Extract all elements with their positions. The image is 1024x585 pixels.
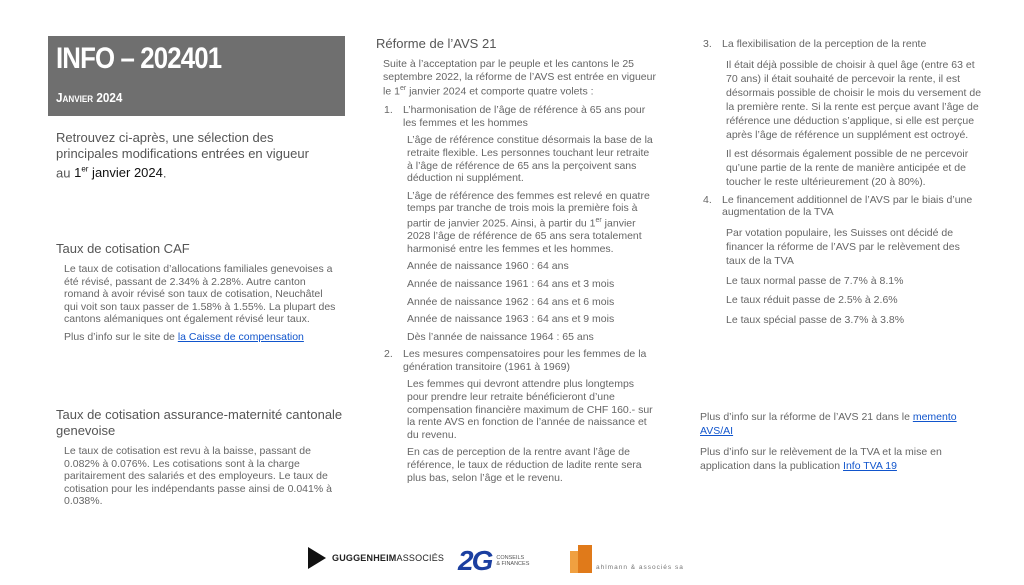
2g-wordmark: CONSEILS & FINANCES (496, 555, 530, 567)
intro-text: Retrouvez ci-après, une sélection des principales modifications entrées en vigueur au 1er janvier 2024. (56, 130, 309, 181)
memento-avs-link[interactable]: memento AVS/AI (700, 411, 957, 437)
item-body (403, 378, 656, 484)
item-paragraph: Il était déjà possible de choisir à quel âge (entre 63 et 70 ans) il était souhaité de percevoir la rente, il est désormais possible de choisir le mois du versement de la première rente. Si la rente est perçue avant l’âge de référence une déduction s’applique, si elle est perçue après l’âge de référence un supplément est octroyé. (726, 58, 982, 141)
item-number: 1. (384, 104, 393, 117)
more-info-tva: Plus d’info sur le relèvement de la TVA et la mise en application dans la publication Info TVA 19 (700, 446, 942, 472)
item-body (403, 134, 656, 343)
birth-year-row: Année de naissance 1961 : 64 ans et 3 mois (407, 277, 615, 290)
page-title: INFO – 202401 (56, 42, 222, 75)
item-heading: L’harmonisation de l’âge de référence à 65 ans pour les femmes et les hommes (403, 104, 646, 129)
item-paragraph: Les femmes qui devront attendre plus longtemps pour prendre leur retraite bénéficieront d’une compensation financière maximum de CHF 160.- sur la rente AVS en fonction de l’année de naissance et du revenu. (407, 378, 653, 441)
footer-logos (308, 545, 708, 575)
item-paragraph: Il est désormais également possible de ne percevoir qu’une partie de la rente de manière anticipée et de toucher le reste ultérieurement (20 à 80%). (726, 147, 969, 188)
caf-paragraph: Le taux de cotisation d’allocations familiales genevoises a été révisé, passant de 2.34% à 2.28%. Autre canton romand à avoir révisé son taux de cotisation, Neuchâtel qui voit son taux passer de 1.58% à 1.55%. La plupart des cantons alémaniques ont également révisé leur taux. (64, 263, 336, 326)
item-heading: La flexibilisation de la perception de la rente (722, 38, 927, 50)
avs-item-2 (376, 348, 656, 484)
more-info-avs: Plus d’info sur la réforme de l’AVS 21 dans le memento AVS/AI (700, 411, 957, 437)
item-number: 3. (703, 38, 712, 50)
item-heading: Le financement additionnel de l’AVS par le biais d’une augmentation de la TVA (722, 193, 973, 219)
item-paragraph: En cas de perception de la rentre avant l’âge de référence, le taux de réduction de ladite rente sera plus bas, selon l’âge et le revenu. (407, 446, 642, 484)
section-title-maternity: Taux de cotisation assurance-maternité cantonale genevoise (56, 407, 343, 438)
fahlmann-wordmark: ahlmann & associés sa (596, 564, 684, 571)
2g-logo (458, 545, 529, 577)
birth-year-row: Année de naissance 1963 : 64 ans et 9 mois (407, 313, 615, 326)
item-body (722, 58, 982, 189)
item-number: 4. (703, 193, 712, 206)
avs-list (376, 104, 656, 484)
avs-intro: Suite à l’acceptation par le peuple et les cantons le 25 septembre 2022, la réforme de l’AVS est entrée en vigueur le 1er janvier 2024 et comporte quatre volets : (383, 58, 656, 98)
guggenheim-logo (308, 547, 444, 569)
item-number: 2. (384, 348, 393, 361)
item-body (722, 226, 982, 327)
vat-rate-row: Le taux spécial passe de 3.7% à 3.8% (726, 313, 905, 326)
left-column (48, 36, 346, 508)
avs-item-3 (700, 38, 982, 189)
section-title-avs: Réforme de l’AVS 21 (376, 36, 497, 51)
2g-mark: 2G (458, 545, 492, 576)
vat-rate-row: Le taux normal passe de 7.7% à 8.1% (726, 274, 904, 287)
item-heading: Les mesures compensatoires pour les femmes de la génération transitoire (1961 à 1969) (403, 348, 647, 373)
play-triangle-icon (308, 547, 326, 569)
guggenheim-wordmark: GUGGENHEIMASSOCIÉS (332, 553, 445, 563)
f-mark-icon (570, 545, 592, 573)
vat-rate-row: Le taux réduit passe de 2.5% à 2.6% (726, 294, 898, 307)
info-tva-link[interactable]: Info TVA 19 (843, 460, 897, 472)
fahlmann-logo (570, 545, 684, 573)
section-maternity (56, 407, 346, 513)
section-caf (56, 241, 346, 349)
caf-more-info: Plus d’info sur le site de la Caisse de compensation (64, 330, 304, 343)
item-paragraph: L’âge de référence des femmes est relevé en quatre temps par tranche de trois mois la première fois à partir de janvier 2025. Ainsi, à partir du 1er janvier 2028 l’âge de référence de 65 ans sera totalement harmonisé entre les femmes et les hommes. (407, 189, 650, 255)
section-body-caf (56, 263, 338, 344)
maternity-paragraph: Le taux de cotisation est revu à la baisse, passant de 0.082% à 0.076%. Les cotisations sont à la charge paritairement des salariés et des employeurs. Le taux de cotisation pour les indépendants passe ainsi de 0.041% à 0.038%. (64, 445, 332, 508)
section-title-caf: Taux de cotisation CAF (56, 241, 190, 256)
more-info-block (700, 410, 980, 480)
birth-year-row: Dès l’année de naissance 1964 : 65 ans (407, 330, 594, 343)
page-subtitle: Janvier 2024 (56, 90, 123, 105)
middle-column (376, 36, 656, 489)
caisse-compensation-link[interactable]: la Caisse de compensation (177, 330, 304, 343)
avs-item-1 (376, 104, 656, 343)
avs-item-4 (700, 194, 982, 327)
avs-list-continued (700, 38, 982, 327)
section-body-maternity (56, 445, 338, 508)
right-column (700, 38, 982, 334)
birth-year-row: Année de naissance 1962 : 64 ans et 6 mois (407, 295, 615, 308)
title-box (48, 36, 345, 116)
birth-year-row: Année de naissance 1960 : 64 ans (407, 260, 569, 273)
item-paragraph: Par votation populaire, les Suisses ont décidé de financer la réforme de l’AVS par le relèvement des taux de la TVA (726, 226, 960, 267)
item-paragraph: L’âge de référence constitue désormais la base de la retraite flexible. Les personnes touchant leur retraite à l’âge de référence de 65 ans la perçoivent sans déduction ni supplément. (407, 134, 653, 185)
